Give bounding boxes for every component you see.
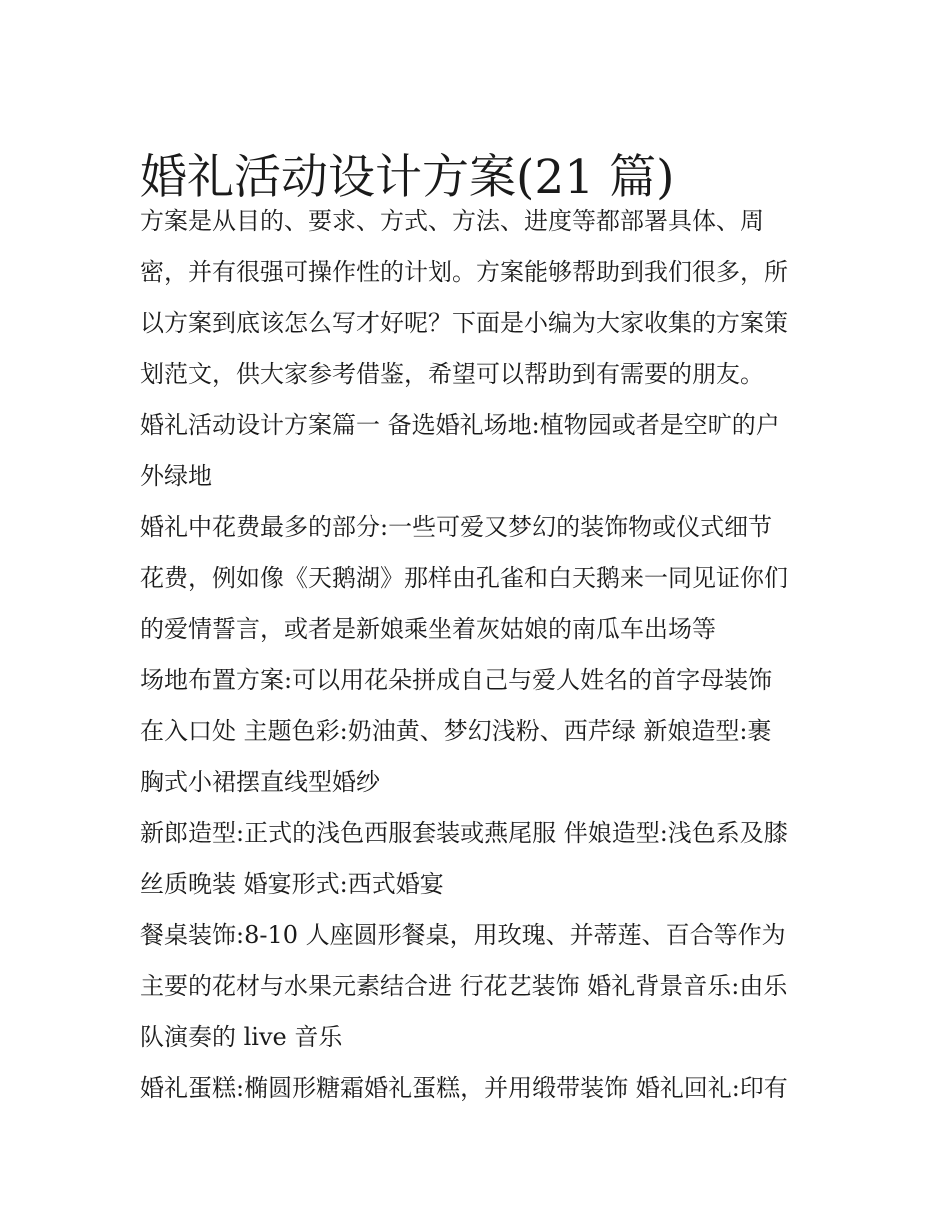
text-line: 餐桌装饰:8-10 人座圆形餐桌，用玫瑰、并蒂莲、百合等作为 (140, 921, 786, 949)
text-line: 以方案到底该怎么写才好呢？下面是小编为大家收集的方案策 (140, 309, 788, 337)
text-line: 外绿地 (140, 462, 212, 490)
document-body (140, 196, 820, 1114)
page-title: 婚礼活动设计方案(21 篇) (140, 150, 675, 206)
text-line: 婚礼活动设计方案篇一 备选婚礼场地:植物园或者是空旷的户 (140, 411, 780, 439)
text-line: 丝质晚装 婚宴形式:西式婚宴 (140, 870, 444, 898)
text-line: 花费，例如像《天鹅湖》那样由孔雀和白天鹅来一同见证你们 (140, 564, 788, 592)
text-line: 新郎造型:正式的浅色西服套装或燕尾服 伴娘造型:浅色系及膝 (140, 819, 788, 847)
text-line: 密，并有很强可操作性的计划。方案能够帮助到我们很多，所 (140, 258, 788, 286)
text-line: 在入口处 主题色彩:奶油黄、梦幻浅粉、西芹绿 新娘造型:裹 (140, 717, 772, 745)
text-line: 场地布置方案:可以用花朵拼成自己与爱人姓名的首字母装饰 (140, 666, 773, 694)
text-line: 方案是从目的、要求、方式、方法、进度等都部署具体、周 (140, 207, 764, 235)
text-line: 婚礼中花费最多的部分:一些可爱又梦幻的装饰物或仪式细节 (140, 513, 773, 541)
text-line: 队演奏的 live 音乐 (140, 1023, 343, 1051)
text-line: 主要的花材与水果元素结合进 行花艺装饰 婚礼背景音乐:由乐 (140, 972, 788, 1000)
text-line: 胸式小裙摆直线型婚纱 (140, 768, 380, 796)
text-line: 婚礼蛋糕:椭圆形糖霜婚礼蛋糕，并用缎带装饰 婚礼回礼:印有 (140, 1074, 788, 1102)
text-line: 划范文，供大家参考借鉴，希望可以帮助到有需要的朋友。 (140, 360, 764, 388)
text-line: 的爱情誓言，或者是新娘乘坐着灰姑娘的南瓜车出场等 (140, 615, 716, 643)
